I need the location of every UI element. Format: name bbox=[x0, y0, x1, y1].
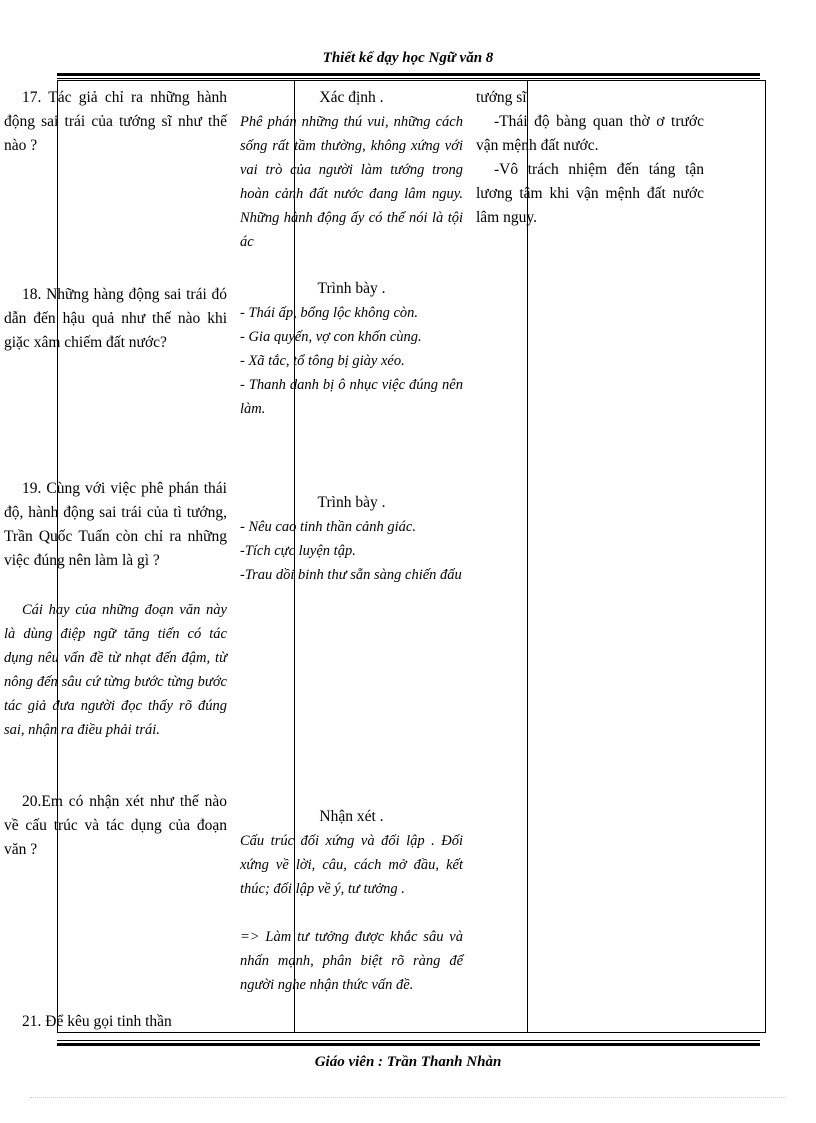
answer-17: Phê phán những thú vui, những cách sống rất tầm thường, không xứng với vai trò của người làm tướng trong hoàn cảnh đất nước đang lâm nguy. Những hành động ấy có thể nói là tội ác bbox=[240, 114, 463, 250]
page-header: Thiết kế dạy học Ngữ văn 8 bbox=[322, 50, 494, 66]
answer-17-heading: Xác định . bbox=[319, 89, 384, 106]
answer-18-item: - Gia quyến, vợ con khốn cùng. bbox=[240, 329, 422, 345]
note-line-1: tướng sĩ bbox=[476, 89, 527, 106]
question-18: 18. Những hàng động sai trái đó dẫn đến hậu quả như thế nào khi giặc xâm chiếm đất nước? bbox=[4, 286, 227, 351]
note-19: Cái hay của những đoạn văn này là dùng điệp ngữ tăng tiến có tác dụng nêu vấn đề từ nhạt đến đậm, từ nông đến sâu cứ từng bước từng bước tác giả đưa người đọc thấy rõ đúng sai, nhận ra điều phải trái. bbox=[4, 602, 227, 738]
page-bottom-divider bbox=[30, 1097, 786, 1098]
question-20: 20.Em có nhận xét như thế nào về cấu trúc và tác dụng của đoạn văn ? bbox=[4, 793, 227, 858]
answer-18-item: - Thanh danh bị ô nhục việc đúng nên làm. bbox=[240, 377, 463, 417]
answer-18-item: - Thái ấp, bổng lộc không còn. bbox=[240, 305, 419, 321]
note-line-2: -Thái độ bàng quan thờ ơ trước vận mệnh đất nước. bbox=[476, 113, 704, 154]
question-19: 19. Cùng với việc phê phán thái độ, hành động sai trái của tì tướng, Trần Quốc Tuấn còn chỉ ra những việc đúng nên làm là gì ? bbox=[4, 480, 227, 569]
answer-19-item: -Trau dồi binh thư sẵn sàng chiến đấu bbox=[240, 567, 462, 583]
answer-19-item: -Tích cực luyện tập. bbox=[240, 543, 356, 559]
answer-19-heading: Trình bày . bbox=[317, 494, 386, 511]
answer-18-list bbox=[240, 301, 463, 421]
answer-20-conclusion: => Làm tư tưởng được khắc sâu và nhấn mạnh, phân biệt rõ ràng để người nghe nhận thức vấn đề. bbox=[240, 929, 463, 993]
answer-18-item: - Xã tắc, tổ tông bị giày xéo. bbox=[240, 353, 405, 369]
answer-19-list bbox=[240, 515, 463, 587]
question-21: 21. Để kêu gọi tinh thần bbox=[22, 1013, 172, 1030]
answer-19-item: - Nêu cao tinh thần cảnh giác. bbox=[240, 519, 416, 535]
answer-20: Cấu trúc đối xứng và đối lập . Đối xứng về lời, câu, cách mở đầu, kết thúc; đối lập về ý, tư tưởng . bbox=[240, 833, 463, 897]
answer-20-heading: Nhận xét . bbox=[319, 808, 384, 825]
footer-rule-thick bbox=[57, 1043, 760, 1046]
answer-18-heading: Trình bày . bbox=[317, 280, 386, 297]
header-rule-thick bbox=[57, 73, 760, 76]
header-rule-thin bbox=[57, 78, 760, 79]
page-footer: Giáo viên : Trần Thanh Nhàn bbox=[314, 1054, 502, 1070]
footer-rule-thin bbox=[57, 1040, 760, 1041]
note-line-3: -Vô trách nhiệm đến táng tận lương tâm khi vận mệnh đất nước lâm nguy. bbox=[476, 161, 704, 226]
question-17: 17. Tác giả chỉ ra những hành động sai trái của tướng sĩ như thế nào ? bbox=[4, 89, 227, 154]
